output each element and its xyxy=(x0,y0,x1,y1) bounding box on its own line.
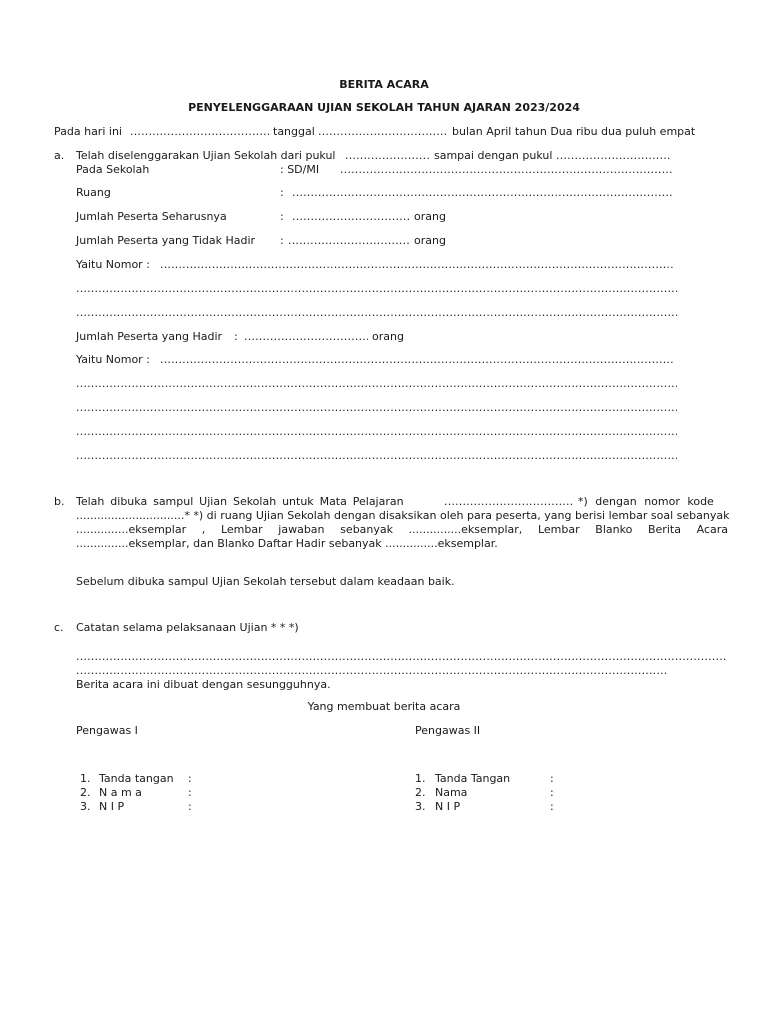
absent-unit: orang xyxy=(414,234,446,247)
right-nip-colon: : xyxy=(550,800,554,813)
section-a-marker: a. xyxy=(54,149,65,162)
room-label: Ruang xyxy=(76,186,111,199)
right-signature-label: Tanda Tangan xyxy=(435,772,511,785)
subject-dots xyxy=(444,495,574,508)
right-nip-label: N I P xyxy=(435,800,461,813)
present-unit: orang xyxy=(372,330,404,343)
section-b-note: Sebelum dibuka sampul Ujian Sekolah tersebut dalam keadaan baik. xyxy=(76,575,455,588)
absent-numbers-label: Yaitu Nomor : xyxy=(76,258,150,271)
left-signature-label: Tanda tangan xyxy=(99,772,174,785)
section-b-line-4: ...............eksemplar, dan Blanko Daftar Hadir sebanyak ...............eksemplar. xyxy=(76,537,498,550)
left-item-number: 3. xyxy=(80,800,91,813)
right-name-colon: : xyxy=(550,786,554,799)
start-time-dots xyxy=(345,149,430,162)
left-item-number: 2. xyxy=(80,786,91,799)
end-time-dots xyxy=(556,149,670,162)
school-dots xyxy=(340,163,674,176)
left-item-number: 1. xyxy=(80,772,91,785)
signature-heading: Yang membuat berita acara xyxy=(307,700,461,713)
intro-day-label: Pada hari ini xyxy=(54,125,122,138)
left-signer-title: Pengawas I xyxy=(76,724,138,737)
absent-participants-label: Jumlah Peserta yang Tidak Hadir xyxy=(76,234,256,247)
section-b-line-2: ...............................* *) di ruang Ujian Sekolah dengan disaksikan oleh para peserta, yang berisi lembar soal sebanyak xyxy=(76,509,730,522)
expected-colon: : xyxy=(280,210,284,223)
notes-line-1 xyxy=(76,650,726,663)
right-name-label: Nama xyxy=(435,786,468,799)
present-dots xyxy=(244,330,368,343)
notes-label: Catatan selama pelaksanaan Ujian * * *) xyxy=(76,621,299,634)
document-subtitle: PENYELENGGARAAN UJIAN SEKOLAH TAHUN AJARAN 2023/2024 xyxy=(188,101,580,114)
intro-month-year: bulan April tahun Dua ribu dua puluh empat xyxy=(452,125,696,138)
left-signature-colon: : xyxy=(188,772,192,785)
section-a-time-start: Telah diselenggarakan Ujian Sekolah dari pukul xyxy=(76,149,336,162)
absent-numbers-line-2 xyxy=(76,282,677,295)
present-numbers-dots xyxy=(160,353,675,366)
room-dots xyxy=(292,186,674,199)
left-nip-colon: : xyxy=(188,800,192,813)
left-name-label: N a m a xyxy=(99,786,142,799)
expected-dots xyxy=(292,210,410,223)
present-numbers-line-2 xyxy=(76,377,677,390)
document-title: BERITA ACARA xyxy=(339,78,429,91)
date-fill-dots xyxy=(318,125,448,138)
section-c-marker: c. xyxy=(54,621,64,634)
left-name-colon: : xyxy=(188,786,192,799)
section-b-line-3: ...............eksemplar , Lembar jawaban sebanyak ...............eksemplar, Lembar Blanko Berita Acara xyxy=(76,523,728,536)
right-item-number: 2. xyxy=(415,786,426,799)
section-b-marker: b. xyxy=(54,495,65,508)
present-participants-label: Jumlah Peserta yang Hadir xyxy=(76,330,223,343)
section-a-time-mid: sampai dengan pukul xyxy=(434,149,553,162)
expected-participants-label: Jumlah Peserta Seharusnya xyxy=(76,210,227,223)
left-nip-label: N I P xyxy=(99,800,125,813)
school-label: Pada Sekolah xyxy=(76,163,150,176)
right-item-number: 1. xyxy=(415,772,426,785)
present-colon: : xyxy=(234,330,238,343)
right-signature-colon: : xyxy=(550,772,554,785)
absent-numbers-dots xyxy=(160,258,675,271)
closing-statement: Berita acara ini dibuat dengan sesungguhnya. xyxy=(76,678,331,691)
room-colon: : xyxy=(280,186,284,199)
intro-date-label: tanggal xyxy=(273,125,315,138)
absent-numbers-line-3 xyxy=(76,306,677,319)
day-fill-dots xyxy=(130,125,270,138)
absent-colon: : xyxy=(280,234,284,247)
right-signer-title: Pengawas II xyxy=(415,724,481,737)
present-numbers-line-5 xyxy=(76,449,677,462)
present-numbers-line-4 xyxy=(76,425,677,438)
section-b-line-1b: *) dengan nomor kode xyxy=(578,495,714,508)
notes-line-2 xyxy=(76,664,668,677)
absent-dots xyxy=(288,234,410,247)
present-numbers-line-3 xyxy=(76,401,677,414)
expected-unit: orang xyxy=(414,210,446,223)
school-value: : SD/MI xyxy=(280,163,320,176)
section-b-line-1a: Telah dibuka sampul Ujian Sekolah untuk Mata Pelajaran xyxy=(76,495,404,508)
present-numbers-label: Yaitu Nomor : xyxy=(76,353,150,366)
right-item-number: 3. xyxy=(415,800,426,813)
